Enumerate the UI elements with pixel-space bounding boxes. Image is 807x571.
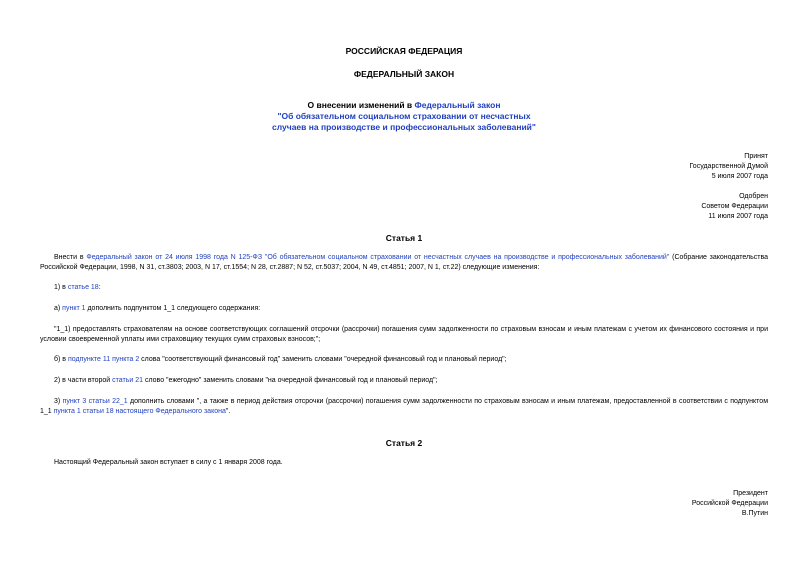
approved-line: 11 июля 2007 года — [708, 213, 768, 220]
adopted-line: 5 июля 2007 года — [711, 173, 768, 180]
title-line-2[interactable]: "Об обязательном социальном страховании от несчастных — [277, 111, 531, 121]
item-3-prefix: 3) — [54, 398, 63, 405]
signature-block — [468, 489, 768, 519]
title-line-3[interactable]: случаев на производстве и профессиональных заболеваний" — [272, 122, 536, 132]
point-1-link[interactable]: пункт 1 — [62, 305, 86, 312]
article-2-text: Настоящий Федеральный закон вступает в силу с 1 января 2008 года. — [54, 459, 283, 466]
item-1-prefix: 1) в — [54, 284, 68, 291]
item-1a-suffix: дополнить подпунктом 1_1 следующего содержания: — [85, 305, 261, 312]
article-22-1-link[interactable]: пункт 3 статьи 22_1 — [62, 398, 128, 405]
item-2-suffix: слово "ежегодно" заменить словами "на очередной финансовый год и плановый период"; — [143, 377, 438, 384]
item-3-mid: дополнить словами ", а также в период действия отсрочки (рассрочки) погашения сумм задолженности по страховым взносам и иным платежам, предоставленной в соответствии с подпунктом 1_1 — [40, 398, 769, 415]
country-heading: РОССИЙСКАЯ ФЕДЕРАЦИЯ — [345, 46, 463, 56]
item-3 — [40, 397, 768, 417]
approved-line: Одобрен — [739, 193, 768, 200]
intro-prefix: Внести в — [54, 254, 87, 261]
item-2 — [40, 376, 768, 386]
signature-line: В.Путин — [741, 510, 768, 517]
point-2-link[interactable]: пункта 2 — [112, 356, 140, 363]
signature-line: Российской Федерации — [691, 500, 768, 507]
title-law-link[interactable]: Федеральный закон — [414, 100, 501, 110]
article-18-link[interactable]: статье 18 — [67, 284, 99, 291]
item-1a-quote: "1_1) предоставлять страхователям на основе соответствующих соглашений отсрочки (рассрочки) погашения сумм задолженности по страховым взносам и иным платежам с учетом их финансового состояния и при условии своевременной уплаты ими страховщику текущих сумм страховых взносов;"; — [40, 326, 768, 343]
article-21-link[interactable]: статьи 21 — [112, 377, 144, 384]
intro-law-link[interactable]: Федеральный закон от 24 июля 1998 года N 125-ФЗ "Об обязательном социальном страховании от несчастных случаев на производстве и профессиональных заболеваний" — [86, 254, 670, 261]
item-1b-prefix: б) в — [54, 356, 68, 363]
approval-block — [468, 192, 768, 222]
adoption-block — [468, 152, 768, 182]
article-1-intro — [40, 253, 768, 273]
approved-line: Советом Федерации — [701, 203, 768, 210]
signature-line: Президент — [733, 490, 768, 497]
item-2-prefix: 2) в части второй — [54, 377, 113, 384]
item-1-suffix: : — [98, 284, 101, 291]
title-prefix: О внесении изменений в — [307, 100, 415, 110]
article-2-heading: Статья 2 — [385, 438, 423, 448]
item-1b-suffix: слова "соответствующий финансовый год" заменить словами "очередной финансовый год и плановый период"; — [139, 356, 507, 363]
item-3-suffix: ". — [225, 408, 231, 415]
subpoint-11-link[interactable]: подпункте 11 — [67, 356, 111, 363]
adopted-line: Государственной Думой — [689, 163, 768, 170]
article-1-heading: Статья 1 — [385, 233, 423, 243]
intro-suffix: (Собрание законодательства Российской Федерации, 1998, N 31, ст.3803; 2003, N 17, ст.1554; N 28, ст.2887; N 52, ст.5037; 2004, N 49, ст.4851; 2007, N 1, ст.22) следующие изменения: — [40, 254, 768, 271]
item-1b — [40, 355, 768, 365]
title-line-1 — [40, 100, 768, 111]
law-title — [40, 100, 768, 133]
item-1a — [40, 304, 768, 314]
adopted-line: Принят — [744, 153, 768, 160]
item-1a-prefix: а) — [54, 305, 63, 312]
doc-type-heading: ФЕДЕРАЛЬНЫЙ ЗАКОН — [353, 69, 455, 79]
article-18-point-1-link[interactable]: пункта 1 статьи 18 настоящего Федерального закона — [53, 408, 226, 415]
item-1 — [40, 283, 768, 293]
